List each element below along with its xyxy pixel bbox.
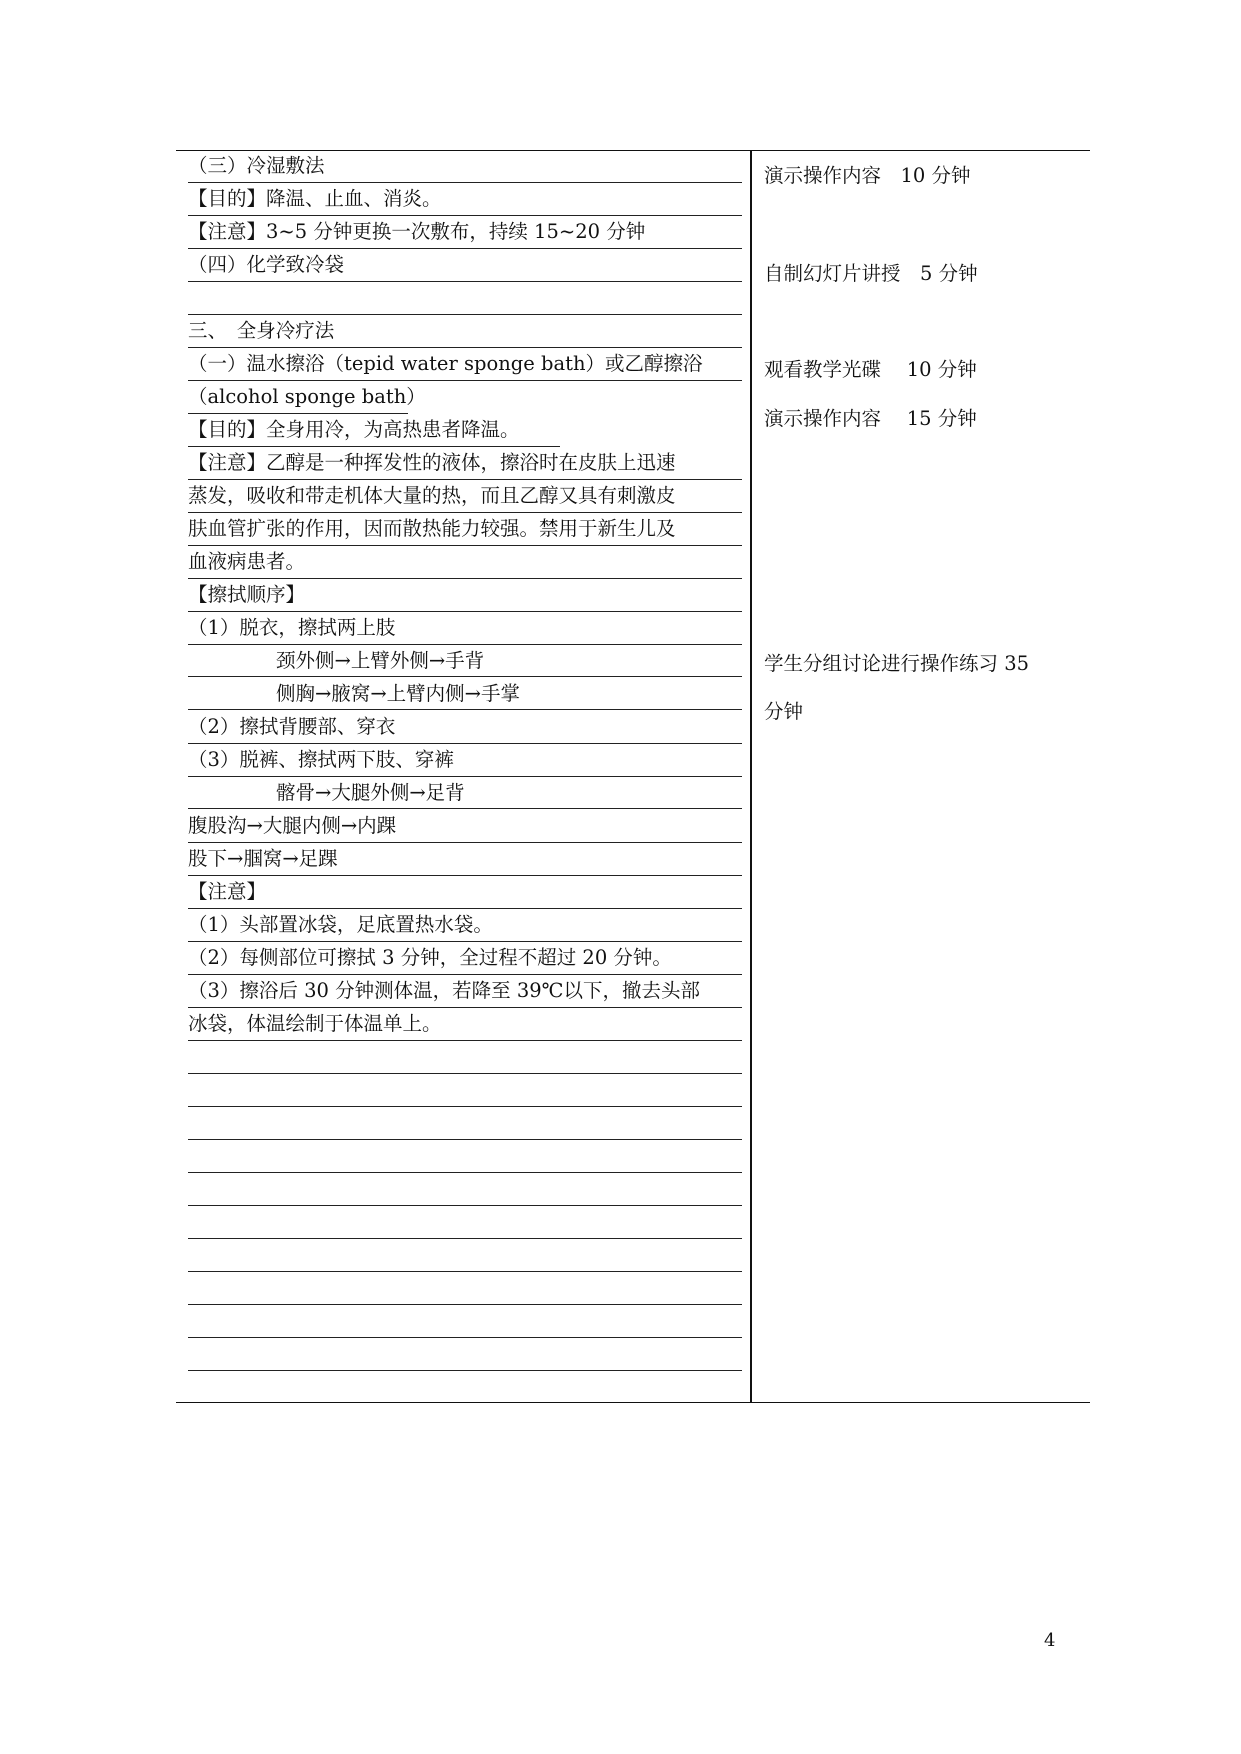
content-line: 【注意】乙醇是一种挥发性的液体，擦浴时在皮肤上迅速	[188, 447, 742, 480]
blank-line	[188, 1140, 742, 1173]
content-line: 侧胸→腋窝→上臂内侧→手掌	[188, 678, 742, 710]
teaching-method-note: 学生分组讨论进行操作练习 35	[764, 652, 1030, 675]
content-line: （3）脱裤、擦拭两下肢、穿裤	[188, 744, 742, 777]
content-line: 冰袋，体温绘制于体温单上。	[188, 1008, 742, 1041]
content-line: 【目的】全身用冷，为高热患者降温。	[188, 414, 560, 447]
blank-line	[188, 1107, 742, 1140]
table-column-divider	[750, 150, 752, 1403]
teaching-method-note: 观看教学光碟 10 分钟	[764, 358, 977, 381]
content-line: 髂骨→大腿外侧→足背	[188, 777, 742, 809]
table-bottom-border	[176, 1402, 1090, 1403]
content-line: 肤血管扩张的作用，因而散热能力较强。禁用于新生儿及	[188, 513, 742, 546]
content-line: 颈外侧→上臂外侧→手背	[188, 645, 742, 677]
content-line: （四）化学致冷袋	[188, 249, 742, 282]
content-line: （1）脱衣，擦拭两上肢	[188, 612, 742, 645]
page-number: 4	[1044, 1630, 1056, 1651]
content-line: （3）擦浴后 30 分钟测体温，若降至 39℃以下，撤去头部	[188, 975, 742, 1008]
content-line: （一）温水擦浴（tepid water sponge bath）或乙醇擦浴	[188, 348, 742, 381]
content-line: （1）头部置冰袋，足底置热水袋。	[188, 909, 742, 942]
blank-line	[188, 1305, 742, 1338]
content-line: 血液病患者。	[188, 546, 742, 579]
content-line: 【目的】降温、止血、消炎。	[188, 183, 742, 216]
content-line	[188, 282, 742, 315]
content-line: 腹股沟→大腿内侧→内踝	[188, 810, 742, 843]
content-line: 三、 全身冷疗法	[188, 315, 742, 348]
content-line: 【注意】	[188, 876, 742, 909]
blank-line	[188, 1272, 742, 1305]
blank-line	[188, 1041, 742, 1074]
blank-line	[188, 1239, 742, 1272]
content-line: （2）擦拭背腰部、穿衣	[188, 711, 742, 744]
content-line: 股下→腘窝→足踝	[188, 843, 742, 876]
blank-line	[188, 1338, 742, 1371]
content-line: 【擦拭顺序】	[188, 579, 742, 612]
teaching-method-note: 分钟	[764, 700, 804, 723]
blank-line	[188, 1173, 742, 1206]
content-line: （2）每侧部位可擦拭 3 分钟，全过程不超过 20 分钟。	[188, 942, 742, 975]
teaching-method-note: 演示操作内容 15 分钟	[764, 407, 977, 430]
content-line: 【注意】3~5 分钟更换一次敷布，持续 15~20 分钟	[188, 216, 742, 249]
blank-line	[188, 1206, 742, 1239]
content-line: （三）冷湿敷法	[188, 150, 742, 183]
teaching-method-note: 自制幻灯片讲授 5 分钟	[764, 262, 978, 285]
blank-line	[188, 1074, 742, 1107]
content-line: 蒸发，吸收和带走机体大量的热，而且乙醇又具有刺激皮	[188, 480, 742, 513]
teaching-method-note: 演示操作内容 10 分钟	[764, 164, 971, 187]
content-line: （alcohol sponge bath）	[188, 381, 408, 414]
